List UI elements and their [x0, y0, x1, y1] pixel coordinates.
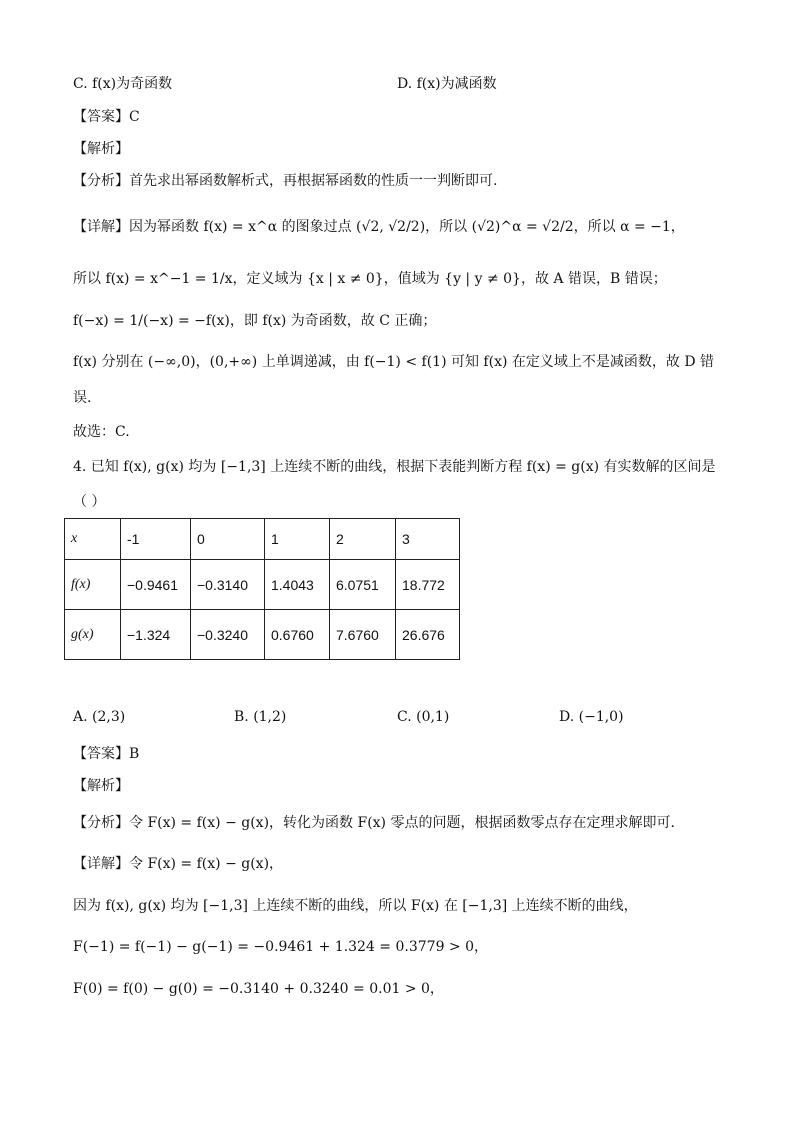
q4-detail-4: F(0) = f(0) − g(0) = −0.3140 + 0.3240 = 0.01 > 0， — [73, 981, 444, 997]
q3-detail-1: 【详解】因为幂函数 f(x) = x^α 的图象过点 (√2, √2/2)，所以 (√2)^α = √2/2，所以 α = −1， — [73, 219, 685, 235]
table-row — [65, 610, 460, 660]
q3-choose: 故选：C. — [73, 424, 130, 440]
q4-fenxi: 【分析】令 F(x) = f(x) − g(x)，转化为函数 F(x) 零点的问题，根据函数零点存在定理求解即可. — [73, 815, 675, 831]
q4-detail-3: F(−1) = f(−1) − g(−1) = −0.9461 + 1.324 = 0.3779 > 0， — [73, 939, 489, 955]
table-header-cell: 0 — [191, 519, 265, 560]
q4-option-c: C. (0,1) — [397, 709, 450, 725]
table-cell: 0.6760 — [265, 610, 330, 660]
table-header-cell: -1 — [121, 519, 191, 560]
table-cell: −0.3140 — [191, 560, 265, 610]
q3-detail-5: 误. — [73, 390, 92, 406]
table-cell: 7.6760 — [330, 610, 396, 660]
q4-stem-1: 4. 已知 f(x), g(x) 均为 [−1,3] 上连续不断的曲线，根据下表能判断方程 f(x) = g(x) 有实数解的区间是 — [73, 459, 716, 475]
q3-detail-2: 所以 f(x) = x^−1 = 1/x，定义域为 {x | x ≠ 0}，值域为 {y | y ≠ 0}，故 A 错误，B 错误； — [73, 271, 667, 287]
table-row-label: f(x) — [65, 560, 121, 610]
option-c: C. f(x)为奇函数 — [73, 76, 173, 92]
table-cell: −0.3240 — [191, 610, 265, 660]
table-cell: 6.0751 — [330, 560, 396, 610]
table-row-label: g(x) — [65, 610, 121, 660]
q4-analysis-head: 【解析】 — [73, 778, 129, 794]
table-header-row — [65, 519, 460, 560]
values-table — [64, 518, 460, 660]
table-cell: 1.4043 — [265, 560, 330, 610]
q3-detail-4: f(x) 分别在 (−∞,0)，(0,+∞) 上单调递减，由 f(−1) < f(1) 可知 f(x) 在定义域上不是减函数，故 D 错 — [73, 354, 715, 370]
q3-analysis-head: 【解析】 — [73, 141, 129, 157]
table-row — [65, 560, 460, 610]
table-cell: −0.9461 — [121, 560, 191, 610]
q4-option-a: A. (2,3) — [73, 709, 126, 725]
q4-option-b: B. (1,2) — [234, 709, 287, 725]
table-header-cell: 2 — [330, 519, 396, 560]
table-cell: −1.324 — [121, 610, 191, 660]
q4-option-d: D. (−1,0) — [559, 709, 624, 725]
q3-fenxi: 【分析】首先求出幂函数解析式，再根据幂函数的性质一一判断即可. — [73, 173, 498, 189]
table-cell: 26.676 — [396, 610, 460, 660]
table-header-cell: x — [65, 519, 121, 560]
q4-detail-1: 【详解】令 F(x) = f(x) − g(x)， — [73, 856, 284, 872]
q3-detail-3: f(−x) = 1/(−x) = −f(x)，即 f(x) 为奇函数，故 C 正确； — [73, 313, 437, 329]
q3-answer: 【答案】C — [73, 109, 140, 125]
table-header-cell: 1 — [265, 519, 330, 560]
q4-detail-2: 因为 f(x), g(x) 均为 [−1,3] 上连续不断的曲线，所以 F(x) 在 [−1,3] 上连续不断的曲线， — [73, 898, 638, 914]
table-cell: 18.772 — [396, 560, 460, 610]
table-header-cell: 3 — [396, 519, 460, 560]
q4-stem-2: （ ） — [73, 494, 106, 510]
q4-answer: 【答案】B — [73, 746, 140, 762]
option-d: D. f(x)为减函数 — [397, 76, 497, 92]
